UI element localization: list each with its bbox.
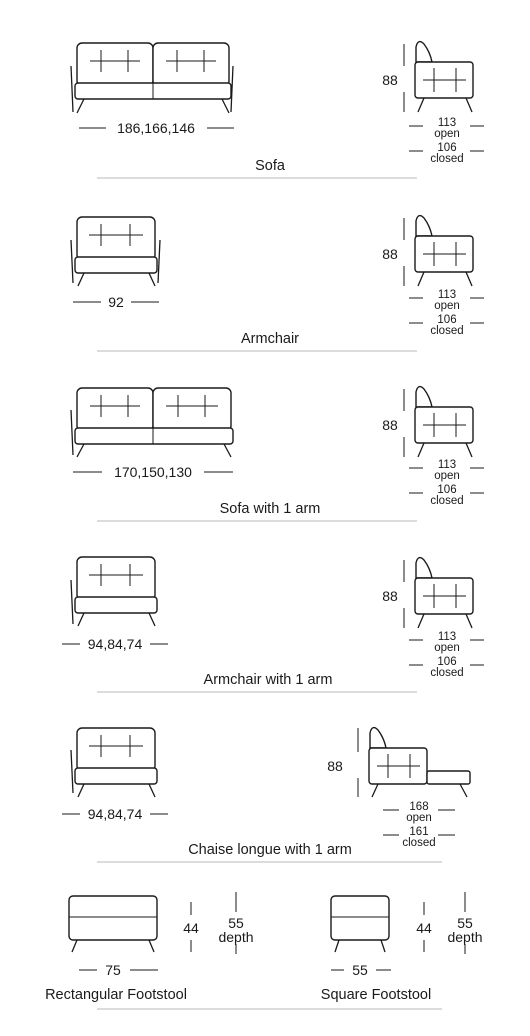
- sofa-open-word: open: [434, 128, 460, 140]
- sofa-with-1-arm-front-view: [71, 388, 233, 457]
- chaise-longue-front-view: [71, 728, 157, 797]
- sofa-height-label: 88: [382, 72, 398, 88]
- rectangular-footstool-height-label: 44: [183, 920, 199, 936]
- armchair-caption: Armchair: [240, 331, 300, 347]
- armchair-with-1-arm-open-word: open: [434, 642, 460, 654]
- armchair-open-value: 113: [437, 289, 457, 301]
- square-footstool-height-label: 44: [416, 920, 432, 936]
- armchair-with-1-arm-caption: Armchair with 1 arm: [203, 672, 333, 688]
- sofa-with-1-arm-closed-value: 106: [437, 484, 457, 496]
- chaise-longue-side-view: [358, 728, 470, 797]
- rectangular-footstool-width-label: 75: [105, 962, 121, 978]
- sofa-with-1-arm-open-value: 113: [437, 459, 457, 471]
- armchair-side-view: [404, 216, 473, 286]
- chaise-longue-closed-word: closed: [402, 837, 436, 849]
- armchair-with-1-arm-closed-word: closed: [430, 667, 464, 679]
- armchair-with-1-arm-height-label: 88: [382, 588, 398, 604]
- armchair-with-1-arm-width-label: 94,84,74: [87, 636, 143, 652]
- armchair-with-1-arm-open-value: 113: [437, 631, 457, 643]
- chaise-longue-closed-value: 161: [409, 826, 429, 838]
- sofa-closed-word: closed: [430, 153, 464, 165]
- square-footstool-depth-value: 55: [457, 915, 473, 931]
- sofa-width-label: 186,166,146: [117, 120, 195, 136]
- square-footstool-width-label: 55: [352, 962, 368, 978]
- armchair-closed-value: 106: [437, 314, 457, 326]
- armchair-open-word: open: [434, 300, 460, 312]
- armchair-with-1-arm-closed-value: 106: [437, 656, 457, 668]
- sofa-closed-value: 106: [437, 142, 457, 154]
- armchair-width-label: 92: [108, 294, 124, 310]
- rectangular-footstool-caption: Rectangular Footstool: [45, 987, 187, 1003]
- rectangular-footstool-depth-word: depth: [218, 929, 254, 945]
- sofa-side-view: [404, 42, 473, 112]
- chaise-longue-height-label: 88: [327, 758, 343, 774]
- chaise-longue-open-word: open: [406, 812, 432, 824]
- chaise-longue-caption: Chaise longue with 1 arm: [188, 842, 352, 858]
- rectangular-footstool-drawing: [69, 892, 236, 954]
- square-footstool-drawing: [331, 892, 465, 954]
- armchair-with-1-arm-front-view: [71, 557, 157, 626]
- armchair-with-1-arm-side-view: [404, 558, 473, 628]
- sofa-with-1-arm-width-label: 170,150,130: [114, 464, 192, 480]
- square-footstool-depth-word: depth: [447, 929, 483, 945]
- sofa-with-1-arm-height-label: 88: [382, 417, 398, 433]
- square-footstool-caption: Square Footstool: [320, 987, 432, 1003]
- sofa-with-1-arm-closed-word: closed: [430, 495, 464, 507]
- chaise-longue-open-value: 168: [409, 801, 429, 813]
- sofa-with-1-arm-caption: Sofa with 1 arm: [219, 501, 321, 517]
- armchair-height-label: 88: [382, 246, 398, 262]
- sofa-open-value: 113: [437, 117, 457, 129]
- rectangular-footstool-depth-value: 55: [228, 915, 244, 931]
- armchair-front-view: [71, 217, 160, 286]
- chaise-longue-width-label: 94,84,74: [87, 806, 143, 822]
- sofa-with-1-arm-side-view: [404, 387, 473, 457]
- sofa-with-1-arm-open-word: open: [434, 470, 460, 482]
- armchair-closed-word: closed: [430, 325, 464, 337]
- sofa-caption: Sofa: [255, 158, 285, 174]
- sofa-front-view: [71, 43, 233, 113]
